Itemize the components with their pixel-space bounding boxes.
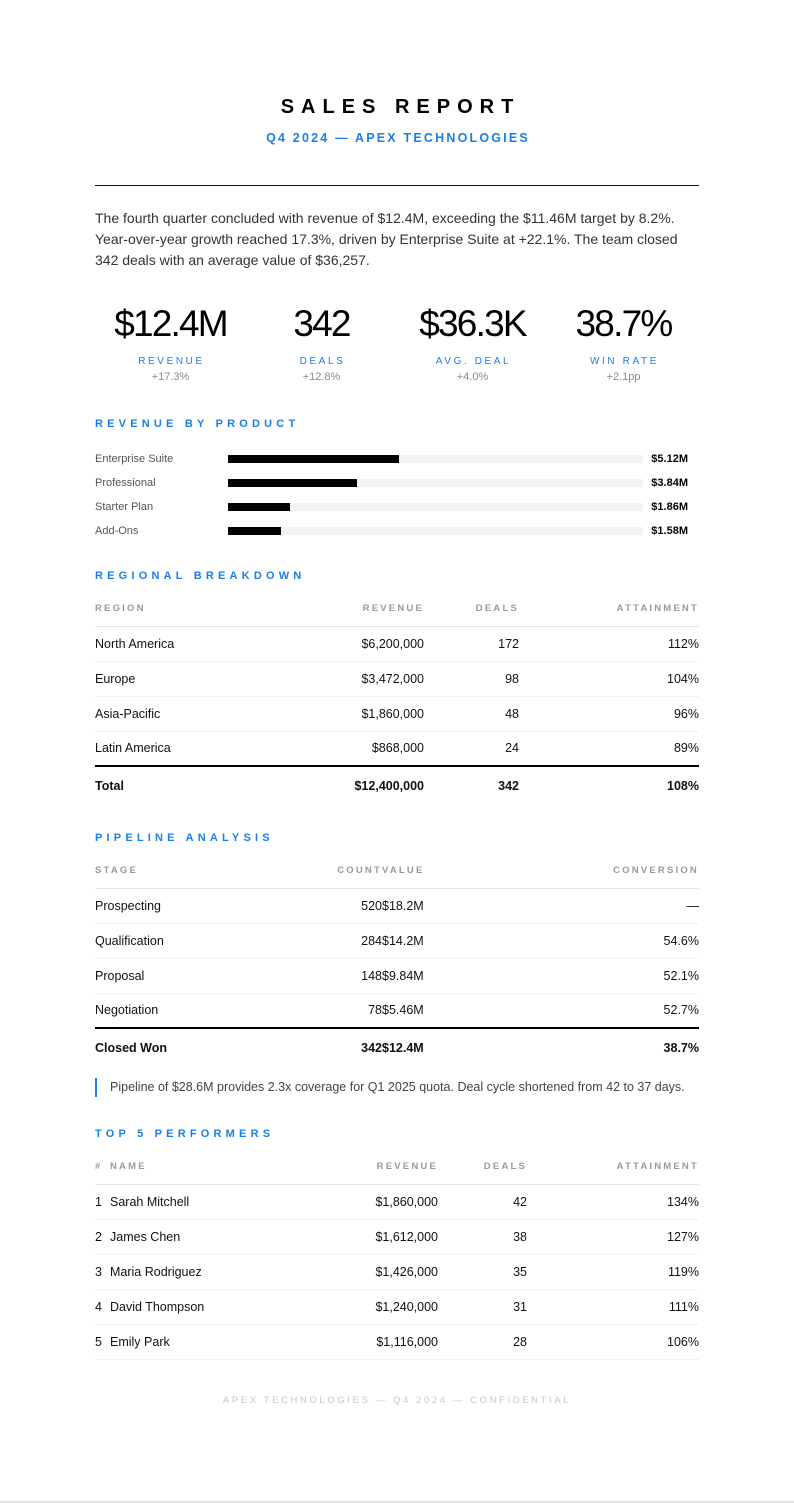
bar-row (95, 524, 699, 548)
bar-track (228, 479, 643, 487)
summary-paragraph: The fourth quarter concluded with revenue of $12.4M, exceeding the $11.46M target by 8.2%. Year-over-year growth reached 17.3%, driven by Enterprise Suite at +22.1%. The team closed 342 deals with an average value of $36,257. (95, 210, 678, 268)
cell-deals: 35 (438, 1254, 527, 1289)
column-header: STAGE (95, 862, 285, 888)
cell-count: 284 (285, 923, 382, 958)
cell-stage: Negotiation (95, 993, 285, 1028)
bar-row (95, 452, 699, 476)
table-header-row (95, 862, 699, 888)
table-total-row (95, 766, 699, 804)
pipeline-table (95, 862, 699, 1066)
table-row (95, 993, 699, 1028)
kpi-label: DEALS (299, 356, 346, 367)
cell-total-count: 342 (361, 1040, 382, 1055)
cell-deals: 48 (424, 696, 519, 731)
kpi-change: +17.3% (151, 371, 190, 383)
bar-track (228, 503, 643, 511)
cell-deals: 28 (438, 1324, 527, 1359)
cell-revenue: $6,200,000 (305, 626, 424, 661)
cell-value: $18.2M (382, 888, 447, 923)
revenue-bar-chart (95, 452, 699, 548)
bar-track (228, 527, 643, 535)
cell-deals: 31 (438, 1289, 527, 1324)
column-header-label: VALUE (382, 865, 425, 876)
cell-total-revenue: $12,400,000 (354, 778, 424, 793)
bar-row (95, 500, 699, 524)
cell-attainment: 96% (519, 696, 699, 731)
column-header: DEALS (438, 1158, 527, 1184)
bar-value: $1.86M (651, 501, 688, 513)
cell-conversion: 52.7% (447, 993, 699, 1028)
cell-name (95, 1184, 318, 1219)
cell-deals: 98 (424, 661, 519, 696)
cell-attainment: 89% (519, 731, 699, 766)
performer-name: Sarah Mitchell (110, 1194, 190, 1209)
cell-total-attainment: 108% (667, 778, 699, 793)
kpi-change: +2.1pp (606, 371, 641, 383)
kpi-label: WIN RATE (590, 356, 659, 367)
rank-number: 3 (95, 1264, 102, 1279)
cell-stage: Prospecting (95, 888, 285, 923)
table-row (95, 626, 699, 661)
column-header-rank: # (95, 1161, 103, 1172)
column-header: DEALS (424, 600, 519, 626)
table-row (95, 1254, 699, 1289)
performer-name: Maria Rodriguez (110, 1264, 202, 1279)
regional-table (95, 600, 699, 804)
cell-region: Latin America (95, 731, 305, 766)
cell-attainment: 104% (519, 661, 699, 696)
cell-value: $9.84M (382, 958, 447, 993)
cell-count: 148 (285, 958, 382, 993)
column-header (382, 862, 447, 888)
section-title-regional: REGIONAL BREAKDOWN (95, 570, 306, 582)
cell-conversion: 52.1% (447, 958, 699, 993)
kpi-change: +4.0% (456, 371, 489, 383)
cell-revenue: $868,000 (305, 731, 424, 766)
column-header (95, 1158, 318, 1184)
table-row (95, 1324, 699, 1359)
bar-label: Add-Ons (95, 525, 139, 537)
page-footer: APEX TECHNOLOGIES — Q4 2024 — CONFIDENTIAL (222, 1395, 572, 1406)
cell-revenue: $1,860,000 (305, 696, 424, 731)
performer-name: David Thompson (110, 1299, 205, 1314)
bar-label: Enterprise Suite (95, 453, 174, 465)
column-header: ATTAINMENT (519, 600, 699, 626)
rank-number: 1 (95, 1194, 102, 1209)
table-row (95, 923, 699, 958)
kpi-value: 342 (293, 303, 350, 344)
table-row (95, 661, 699, 696)
table-row (95, 696, 699, 731)
table-row (95, 888, 699, 923)
kpi-value: 38.7% (575, 303, 672, 344)
column-header: REVENUE (305, 600, 424, 626)
kpi-label: REVENUE (138, 356, 205, 367)
bar-value: $5.12M (651, 453, 688, 465)
bar-fill (228, 527, 281, 535)
cell-deals: 38 (438, 1219, 527, 1254)
kpi-label: AVG. DEAL (435, 356, 512, 367)
cell-count: 78 (285, 993, 382, 1028)
bar-fill (228, 479, 357, 487)
cell-deals: 24 (424, 731, 519, 766)
cell-stage: Qualification (95, 923, 285, 958)
column-header: ATTAINMENT (527, 1158, 699, 1184)
cell-region: North America (95, 626, 305, 661)
cell-deals: 172 (424, 626, 519, 661)
kpi-deals (246, 302, 397, 383)
rank-number: 2 (95, 1229, 102, 1244)
cell-revenue: $1,860,000 (318, 1184, 438, 1219)
cell-name (95, 1219, 318, 1254)
cell-total-deals: 342 (498, 778, 519, 793)
cell-name (95, 1289, 318, 1324)
performers-table (95, 1158, 699, 1360)
kpi-change: +12.8% (302, 371, 341, 383)
cell-attainment: 134% (527, 1184, 699, 1219)
bar-row (95, 476, 699, 500)
bar-label: Starter Plan (95, 501, 154, 513)
cell-revenue: $1,240,000 (318, 1289, 438, 1324)
cell-attainment: 106% (527, 1324, 699, 1359)
cell-value: $5.46M (382, 993, 447, 1028)
bar-fill (228, 455, 399, 463)
table-total-row (95, 1028, 699, 1066)
cell-name (95, 1324, 318, 1359)
kpi-value: $12.4M (114, 303, 227, 344)
table-row (95, 731, 699, 766)
cell-value: $14.2M (382, 923, 447, 958)
cell-revenue: $1,612,000 (318, 1219, 438, 1254)
kpi-value: $36.3K (419, 303, 526, 344)
cell-revenue: $1,116,000 (318, 1324, 438, 1359)
table-row (95, 1184, 699, 1219)
column-header: REVENUE (318, 1158, 438, 1184)
cell-count: 520 (285, 888, 382, 923)
cell-conversion: — (447, 888, 699, 923)
kpi-row (95, 302, 699, 392)
column-header: CONVERSION (447, 862, 699, 888)
table-header-row (95, 1158, 699, 1184)
rank-number: 5 (95, 1334, 102, 1349)
column-header: COUNT (285, 862, 382, 888)
bar-track (228, 455, 643, 463)
section-title-pipeline: PIPELINE ANALYSIS (95, 832, 274, 844)
cell-revenue: $1,426,000 (318, 1254, 438, 1289)
performer-name: James Chen (110, 1229, 181, 1244)
cell-name (95, 1254, 318, 1289)
bar-fill (228, 503, 290, 511)
section-title-performers: TOP 5 PERFORMERS (95, 1128, 275, 1140)
pipeline-note: Pipeline of $28.6M provides 2.3x coverage for Q1 2025 quota. Deal cycle shortened from 42 to 37 days. (95, 1078, 685, 1097)
cell-region: Europe (95, 661, 305, 696)
cell-total-conversion: 38.7% (663, 1040, 699, 1055)
cell-total-label: Total (95, 778, 124, 793)
page-title: SALES REPORT (280, 96, 521, 118)
cell-total-stage: Closed Won (95, 1040, 167, 1055)
cell-revenue: $3,472,000 (305, 661, 424, 696)
performer-name: Emily Park (110, 1334, 170, 1349)
kpi-revenue (95, 302, 246, 383)
section-title-revenue-by-product: REVENUE BY PRODUCT (95, 418, 300, 430)
bar-label: Professional (95, 477, 156, 489)
bar-value: $1.58M (651, 525, 688, 537)
column-header-name: NAME (110, 1161, 147, 1172)
cell-attainment: 112% (519, 626, 699, 661)
table-row (95, 958, 699, 993)
table-header-row (95, 600, 699, 626)
cell-total-value: $12.4M (382, 1040, 424, 1055)
kpi-avg-deal (397, 302, 548, 383)
header-divider (95, 185, 699, 186)
rank-number: 4 (95, 1299, 102, 1314)
cell-attainment: 111% (527, 1289, 699, 1324)
table-row (95, 1219, 699, 1254)
cell-attainment: 119% (527, 1254, 699, 1289)
page-subtitle: Q4 2024 — APEX TECHNOLOGIES (266, 131, 530, 145)
kpi-win-rate (548, 302, 699, 383)
cell-stage: Proposal (95, 958, 285, 993)
cell-region: Asia-Pacific (95, 696, 305, 731)
cell-attainment: 127% (527, 1219, 699, 1254)
cell-conversion: 54.6% (447, 923, 699, 958)
bar-value: $3.84M (651, 477, 688, 489)
table-row (95, 1289, 699, 1324)
column-header: REGION (95, 600, 305, 626)
cell-deals: 42 (438, 1184, 527, 1219)
